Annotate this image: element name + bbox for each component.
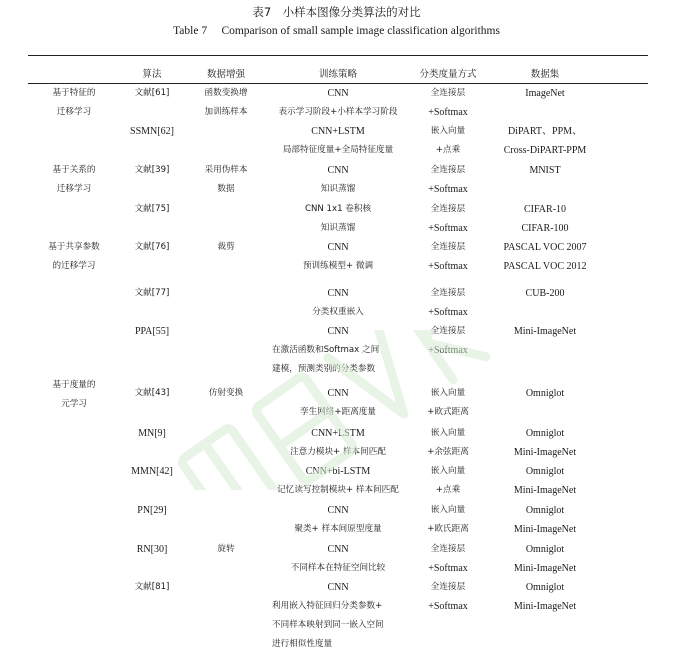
strategy-cell: 注意力模块+ 样本间匹配: [290, 447, 386, 457]
metric-cell: +点乘: [435, 145, 461, 155]
strategy-cell: CNN+LSTM: [311, 126, 365, 137]
header-algorithm: 算法: [142, 69, 162, 80]
strategy-cell: 知识蒸馏: [320, 223, 356, 233]
algorithm-cell: 文献[39]: [134, 165, 170, 175]
strategy-cell: 记忆读写控制模块+ 样本间匹配: [277, 485, 399, 495]
strategy-cell: 不同样本映射到同一嵌入空间: [272, 620, 384, 630]
metric-cell: 全连接层: [430, 165, 466, 175]
strategy-cell: CNN+LSTM: [311, 428, 365, 439]
category-label: 迁移学习: [56, 107, 92, 117]
strategy-cell: 聚类+ 样本间原型度量: [294, 524, 382, 534]
strategy-cell: CNN: [327, 288, 349, 299]
augmentation-cell: 仿射变换: [208, 388, 244, 398]
algorithm-cell: MN[9]: [138, 428, 166, 439]
metric-cell: 嵌入向量: [430, 505, 466, 515]
strategy-cell: 进行相似性度量: [272, 639, 333, 649]
metric-cell: +余弦距离: [427, 447, 469, 457]
metric-cell: 全连接层: [430, 88, 466, 98]
category-label: 基于关系的: [52, 165, 96, 175]
strategy-cell: CNN: [327, 544, 349, 555]
table-caption-english: Table 7 Comparison of small sample image classification algorithms: [173, 25, 500, 37]
algorithm-cell: 文献[81]: [134, 582, 170, 592]
strategy-cell: CNN: [327, 326, 349, 337]
metric-cell: +Softmax: [428, 261, 468, 272]
augmentation-cell: 数据: [217, 184, 235, 194]
category-label: 迁移学习: [56, 184, 92, 194]
metric-cell: +欧氏距离: [427, 524, 469, 534]
strategy-cell: 孪生网络+距离度量: [300, 407, 376, 417]
metric-cell: 全连接层: [430, 288, 466, 298]
dataset-cell: Omniglot: [525, 544, 565, 555]
algorithm-cell: PPA[55]: [134, 326, 170, 337]
augmentation-cell: 加训练样本: [204, 107, 248, 117]
header-classification-metric: 分类度量方式: [419, 69, 477, 80]
header-data-augmentation: 数据增强: [206, 69, 246, 80]
dataset-cell: CIFAR-10: [523, 204, 567, 215]
strategy-cell: CNN: [327, 165, 349, 176]
metric-cell: 全连接层: [430, 582, 466, 592]
metric-cell: 全连接层: [430, 204, 466, 214]
strategy-cell: 分类权重嵌入: [312, 307, 364, 317]
strategy-cell: 表示学习阶段+小样本学习阶段: [278, 107, 398, 117]
strategy-cell: 预训练模型+ 微调: [302, 261, 374, 271]
metric-cell: +Softmax: [428, 601, 468, 612]
dataset-cell: PASCAL VOC 2012: [503, 261, 587, 272]
metric-cell: 全连接层: [430, 544, 466, 554]
dataset-cell: Mini-ImageNet: [513, 326, 577, 337]
algorithm-cell: 文献[61]: [134, 88, 170, 98]
metric-cell: +点乘: [435, 485, 461, 495]
dataset-cell: DiPART、PPM、: [507, 126, 583, 137]
dataset-cell: Omniglot: [525, 582, 565, 593]
table-header-rule: [28, 83, 648, 84]
metric-cell: 嵌入向量: [430, 466, 466, 476]
table-caption-chinese: 表7 小样本图像分类算法的对比: [252, 5, 421, 19]
metric-cell: +Softmax: [428, 107, 468, 118]
dataset-cell: Mini-ImageNet: [513, 485, 577, 496]
strategy-cell: CNN 1x1 卷积核: [304, 204, 372, 214]
category-label: 基于共享参数: [48, 242, 100, 252]
strategy-cell: 局部特征度量+全局特征度量: [282, 145, 394, 155]
algorithm-cell: 文献[77]: [134, 288, 170, 298]
augmentation-cell: 函数变换增: [204, 88, 248, 98]
strategy-cell: 不同样本在特征空间比较: [290, 563, 386, 573]
dataset-cell: Mini-ImageNet: [513, 524, 577, 535]
dataset-cell: Mini-ImageNet: [513, 447, 577, 458]
augmentation-cell: 采用伪样本: [204, 165, 248, 175]
algorithm-cell: SSMN[62]: [130, 126, 174, 137]
strategy-cell: CNN: [327, 388, 349, 399]
algorithm-cell: MMN[42]: [131, 466, 173, 477]
strategy-cell: CNN: [327, 582, 349, 593]
algorithm-cell: 文献[76]: [134, 242, 170, 252]
metric-cell: 嵌入向量: [430, 388, 466, 398]
strategy-cell: 建模，预测类别的分类参数: [272, 364, 376, 374]
dataset-cell: Omniglot: [525, 466, 565, 477]
category-label: 的迁移学习: [52, 261, 96, 271]
header-training-strategy: 训练策略: [318, 69, 358, 80]
dataset-cell: MNIST: [529, 165, 561, 176]
algorithm-cell: PN[29]: [137, 505, 167, 516]
dataset-cell: Omniglot: [525, 388, 565, 399]
metric-cell: +Softmax: [428, 345, 468, 356]
header-dataset: 数据集: [530, 69, 560, 80]
metric-cell: 嵌入向量: [430, 428, 466, 438]
dataset-cell: Mini-ImageNet: [513, 601, 577, 612]
category-label: 基于特征的: [52, 88, 96, 98]
metric-cell: +Softmax: [428, 184, 468, 195]
metric-cell: +欧式距离: [427, 407, 469, 417]
dataset-cell: CUB-200: [525, 288, 565, 299]
table-top-rule: [28, 55, 648, 56]
augmentation-cell: 裁剪: [217, 242, 235, 252]
strategy-cell: 在激活函数和Softmax 之间: [272, 345, 380, 355]
strategy-cell: CNN+bi-LSTM: [305, 466, 371, 477]
dataset-cell: Omniglot: [525, 505, 565, 516]
metric-cell: +Softmax: [428, 307, 468, 318]
dataset-cell: PASCAL VOC 2007: [503, 242, 587, 253]
category-label: 基于度量的: [52, 380, 96, 390]
algorithm-cell: RN[30]: [136, 544, 168, 555]
dataset-cell: Mini-ImageNet: [513, 563, 577, 574]
augmentation-cell: 旋转: [217, 544, 235, 554]
category-label: 元学习: [61, 399, 87, 409]
algorithm-cell: 文献[75]: [134, 204, 170, 214]
metric-cell: +Softmax: [428, 223, 468, 234]
strategy-cell: CNN: [327, 242, 349, 253]
dataset-cell: Omniglot: [525, 428, 565, 439]
strategy-cell: 利用嵌入特征回归分类参数+: [272, 601, 383, 611]
strategy-cell: CNN: [327, 88, 349, 99]
strategy-cell: CNN: [327, 505, 349, 516]
metric-cell: 嵌入向量: [430, 126, 466, 136]
metric-cell: 全连接层: [430, 326, 466, 336]
dataset-cell: CIFAR-100: [521, 223, 569, 234]
dataset-cell: Cross-DiPART-PPM: [503, 145, 587, 156]
strategy-cell: 知识蒸馏: [320, 184, 356, 194]
metric-cell: +Softmax: [428, 563, 468, 574]
metric-cell: 全连接层: [430, 242, 466, 252]
dataset-cell: ImageNet: [525, 88, 565, 99]
algorithm-cell: 文献[43]: [134, 388, 170, 398]
